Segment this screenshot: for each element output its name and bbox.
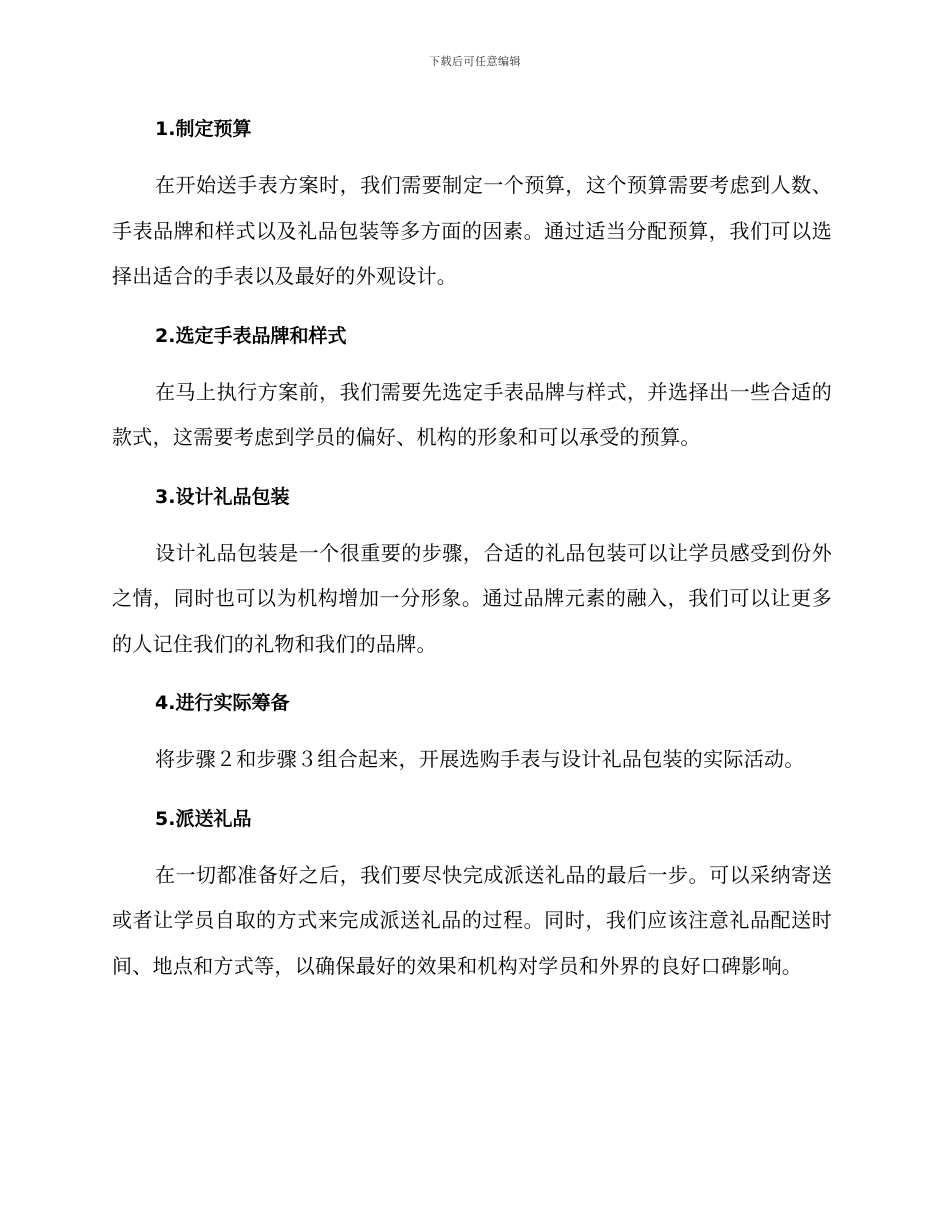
document-body <box>112 109 832 1005</box>
section-heading-delivery: 5.派送礼品 <box>155 807 252 830</box>
section-heading-budget: 1.制定预算 <box>155 118 252 140</box>
section-paragraph-gift-packaging: 设计礼品包装是一个很重要的步骤，合适的礼品包装可以让学员感受到份外之情，同时也可以为机构增加一分形象。通过品牌元素的融入，我们可以让更多的人记住我们的礼物和我们的品牌。 <box>112 540 832 656</box>
section-paragraph-delivery: 在一切都准备好之后，我们要尽快完成派送礼品的最后一步。可以采纳寄送或者让学员自取的方式来完成派送礼品的过程。同时，我们应该注意礼品配送时间、地点和方式等，以确保最好的效果和机构对学员和外界的良好口碑影响。 <box>112 862 832 978</box>
section-heading-preparation: 4.进行实际筹备 <box>155 692 290 714</box>
page-header: 下载后可任意编辑 <box>429 55 521 68</box>
section-heading-brand-style: 2.选定手表品牌和样式 <box>155 324 347 347</box>
section-paragraph-budget: 在开始送手表方案时，我们需要制定一个预算，这个预算需要考虑到人数、手表品牌和样式以及礼品包装等多方面的因素。通过适当分配预算，我们可以选择出适合的手表以及最好的外观设计。 <box>112 173 832 288</box>
section-heading-gift-packaging: 3.设计礼品包装 <box>155 485 290 508</box>
section-paragraph-brand-style: 在马上执行方案前，我们需要先选定手表品牌与样式，并选择出一些合适的款式，这需要考虑到学员的偏好、机构的形象和可以承受的预算。 <box>112 379 832 449</box>
section-paragraph-preparation: 将步骤２和步骤３组合起来，开展选购手表与设计礼品包装的实际活动。 <box>155 747 805 771</box>
